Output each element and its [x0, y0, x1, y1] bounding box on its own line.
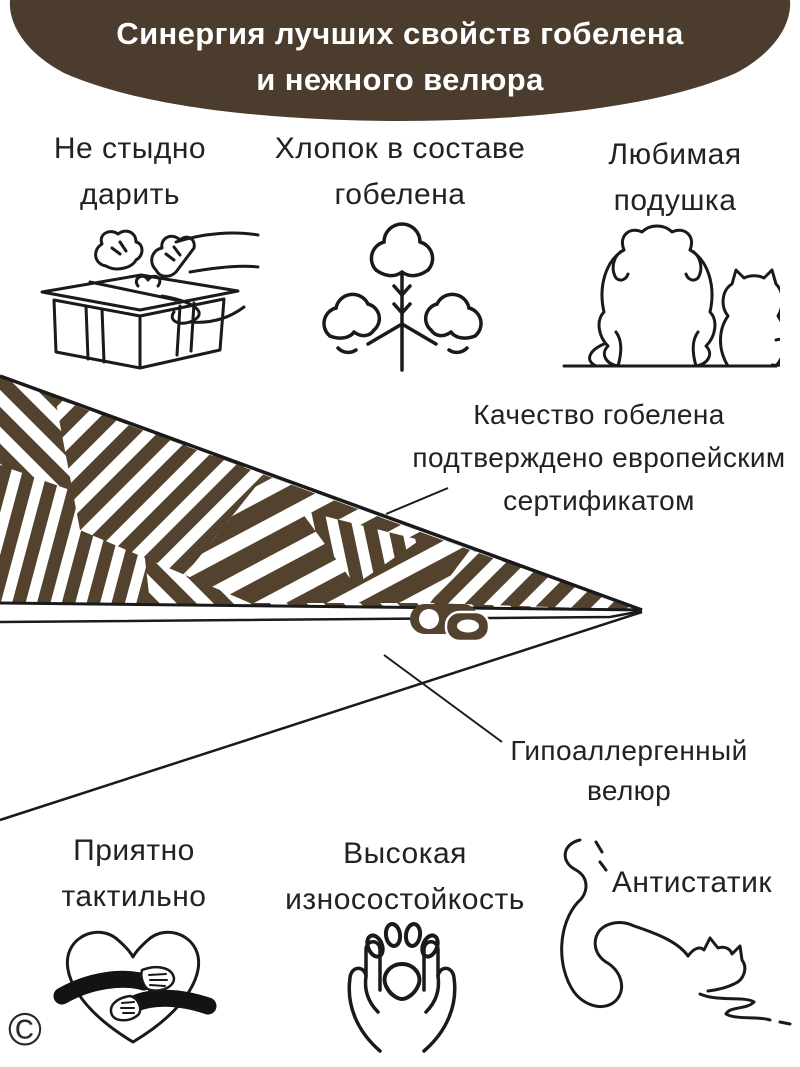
- feature-pillow-label: [572, 132, 778, 224]
- feature-tactile-label: [28, 828, 240, 920]
- paw-hands-icon: [320, 906, 485, 1054]
- velour-line2: велюр: [586, 775, 672, 806]
- feature-cotton-line2: гобелена: [334, 178, 466, 211]
- certificate-line2: подтверждено европейским: [412, 442, 786, 473]
- velour-leader-line: [384, 655, 502, 742]
- feature-cotton-label: [238, 126, 562, 218]
- feature-tactile-line2: тактильно: [61, 880, 207, 913]
- gift-icon: [28, 220, 260, 372]
- feature-gift-label: [18, 126, 242, 218]
- feature-tactile-line1: Приятно: [73, 834, 195, 867]
- cotton-icon: [310, 220, 495, 372]
- copyright-mark: ©: [8, 1003, 42, 1055]
- certificate-annotation: [398, 393, 800, 522]
- feature-durability-line1: Высокая: [343, 837, 467, 870]
- certificate-line3: сертификатом: [503, 485, 695, 516]
- feature-cotton-line1: Хлопок в составе: [274, 132, 526, 165]
- certificate-line1: Качество гобелена: [473, 399, 725, 430]
- feature-gift-line2: дарить: [79, 178, 180, 211]
- zipper-line: [0, 611, 642, 622]
- dog-cat-icon: [560, 224, 780, 374]
- feature-durability-line2: износостойкость: [285, 883, 525, 916]
- stretching-cat-icon: [550, 834, 798, 1056]
- banner-title-line2: и нежного велюра: [256, 62, 544, 97]
- title-banner: [0, 0, 800, 125]
- velour-annotation: [458, 731, 800, 811]
- banner-title-line1: Синергия лучших свойств гобелена: [116, 16, 684, 51]
- velour-line1: Гипоаллергенный: [510, 735, 748, 766]
- feature-antistatic-line1: Антистатик: [611, 866, 773, 899]
- heart-hug-icon: [46, 910, 224, 1052]
- feature-gift-line1: Не стыдно: [53, 132, 207, 165]
- feature-pillow-line1: Любимая: [608, 138, 742, 171]
- feature-pillow-line2: подушка: [613, 184, 737, 217]
